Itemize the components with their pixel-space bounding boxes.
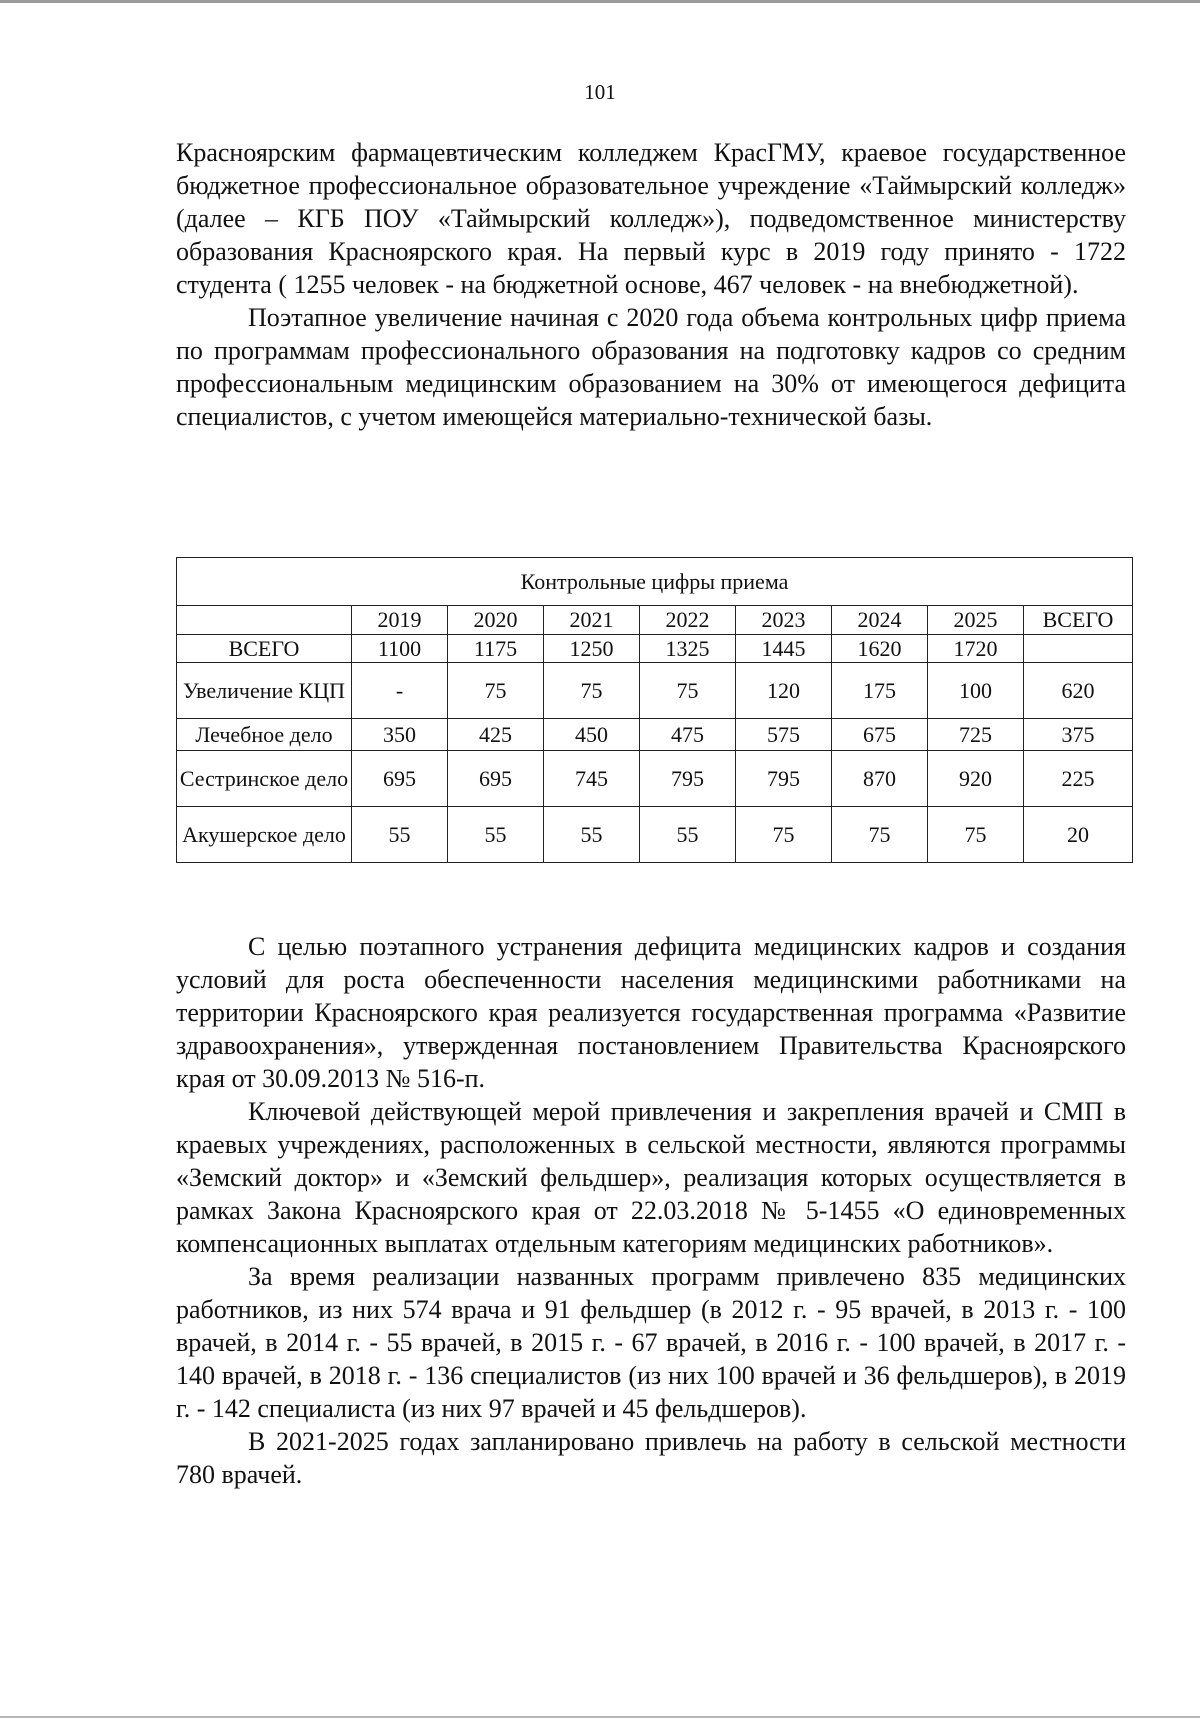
text-block-bottom	[176, 930, 1126, 1491]
text-block-top	[176, 136, 1126, 433]
table-column-header: 2025	[928, 606, 1024, 635]
table-column-header: ВСЕГО	[1024, 606, 1133, 635]
table-row	[177, 663, 1133, 719]
table-header-row	[177, 606, 1133, 635]
table-cell: 1620	[832, 635, 928, 663]
paragraph: В 2021-2025 годах запланировано привлечь на работу в сельской местности 780 врачей.	[176, 1427, 1126, 1489]
paragraph: Поэтапное увеличение начиная с 2020 года объема контрольных цифр приема по программам профессионального образования на подготовку кадров со средним профессиональным медицинским образованием на 30% от имеющегося дефицита специалистов, с учетом имеющейся материально-технической базы.	[176, 303, 1126, 431]
paragraph: Ключевой действующей мерой привлечения и закрепления врачей и СМП в краевых учреждениях, расположенных в сельской местности, являются программы «Земский доктор» и «Земский фельдшер», реализация которых осуществляется в рамках Закона Красноярского края от 22.03.2018 № 5-1455 «О единовременных компенсационных выплатах отдельным категориям медицинских работников».	[176, 1097, 1126, 1258]
table-cell: 675	[832, 719, 928, 751]
table-cell: 425	[448, 719, 544, 751]
table-cell: 75	[736, 807, 832, 863]
table-row	[177, 751, 1133, 807]
table-cell: 1175	[448, 635, 544, 663]
table-cell: 575	[736, 719, 832, 751]
table-cell: 75	[448, 663, 544, 719]
paragraph: За время реализации названных программ привлечено 835 медицинских работников, из них 574 врача и 91 фельдшер (в 2012 г. - 95 врачей, в 2013 г. - 100 врачей, в 2014 г. - 55 врачей, в 2015 г. - 67 врачей, в 2016 г. - 100 врачей, в 2017 г. - 140 врачей, в 2018 г. - 136 специалистов (из них 100 врачей и 36 фельдшеров), в 2019 г. - 142 специалиста (из них 97 врачей и 45 фельдшеров).	[176, 1262, 1126, 1423]
table-row	[177, 719, 1133, 751]
table-column-header: 2020	[448, 606, 544, 635]
table-cell: 1100	[352, 635, 448, 663]
table-column-header: 2021	[544, 606, 640, 635]
table-cell: 75	[544, 663, 640, 719]
table-column-header: 2019	[352, 606, 448, 635]
page-number: 101	[584, 80, 616, 104]
table-cell: 55	[640, 807, 736, 863]
table-cell: 20	[1024, 807, 1133, 863]
admission-table	[176, 557, 1132, 863]
table-cell: 1445	[736, 635, 832, 663]
table-caption: Контрольные цифры приема	[177, 558, 1133, 606]
table-cell: 1720	[928, 635, 1024, 663]
table-row-label: Лечебное дело	[177, 719, 352, 751]
scan-top-edge	[0, 0, 1200, 3]
paragraph: С целью поэтапного устранения дефицита медицинских кадров и создания условий для роста обеспеченности населения медицинскими работниками на территории Красноярского края реализуется государственная программа «Развитие здравоохранения», утвержденная постановлением Правительства Красноярского края от 30.09.2013 № 516-п.	[176, 932, 1126, 1093]
table-column-header: 2024	[832, 606, 928, 635]
table-cell: 725	[928, 719, 1024, 751]
table-column-header: 2023	[736, 606, 832, 635]
table-row-label: Сестринское дело	[177, 751, 352, 807]
table-row-label: Увеличение КЦП	[177, 663, 352, 719]
table-row	[177, 635, 1133, 663]
table-row	[177, 807, 1133, 863]
table-cell: 745	[544, 751, 640, 807]
table-cell: 225	[1024, 751, 1133, 807]
table-cell: 175	[832, 663, 928, 719]
table-cell: 920	[928, 751, 1024, 807]
table-cell: 55	[352, 807, 448, 863]
table-cell: 1325	[640, 635, 736, 663]
table-cell: 375	[1024, 719, 1133, 751]
table-cell: 870	[832, 751, 928, 807]
table-cell: 75	[832, 807, 928, 863]
table-cell: 795	[640, 751, 736, 807]
table-cell: 55	[448, 807, 544, 863]
table-cell: 695	[448, 751, 544, 807]
table-row-label: ВСЕГО	[177, 635, 352, 663]
table-cell: 620	[1024, 663, 1133, 719]
table-cell: 120	[736, 663, 832, 719]
scan-bottom-edge	[0, 1716, 1200, 1718]
table-header-empty	[177, 606, 352, 635]
table-cell: 100	[928, 663, 1024, 719]
table-cell	[1024, 635, 1133, 663]
table-cell: -	[352, 663, 448, 719]
paragraph: Красноярским фармацевтическим колледжем КрасГМУ, краевое государственное бюджетное профессиональное образовательное учреждение «Таймырский колледж» (далее – КГБ ПОУ «Таймырский колледж»), подведомственное министерству образования Красноярского края. На первый курс в 2019 году принято - 1722 студента ( 1255 человек - на бюджетной основе, 467 человек - на внебюджетной).	[176, 138, 1126, 299]
table-cell: 75	[640, 663, 736, 719]
table-cell: 450	[544, 719, 640, 751]
table-cell: 55	[544, 807, 640, 863]
table-cell: 75	[928, 807, 1024, 863]
admission-table-grid	[176, 557, 1133, 863]
table-cell: 475	[640, 719, 736, 751]
table-row-label: Акушерское дело	[177, 807, 352, 863]
table-cell: 1250	[544, 635, 640, 663]
table-cell: 795	[736, 751, 832, 807]
table-cell: 350	[352, 719, 448, 751]
table-column-header: 2022	[640, 606, 736, 635]
table-cell: 695	[352, 751, 448, 807]
